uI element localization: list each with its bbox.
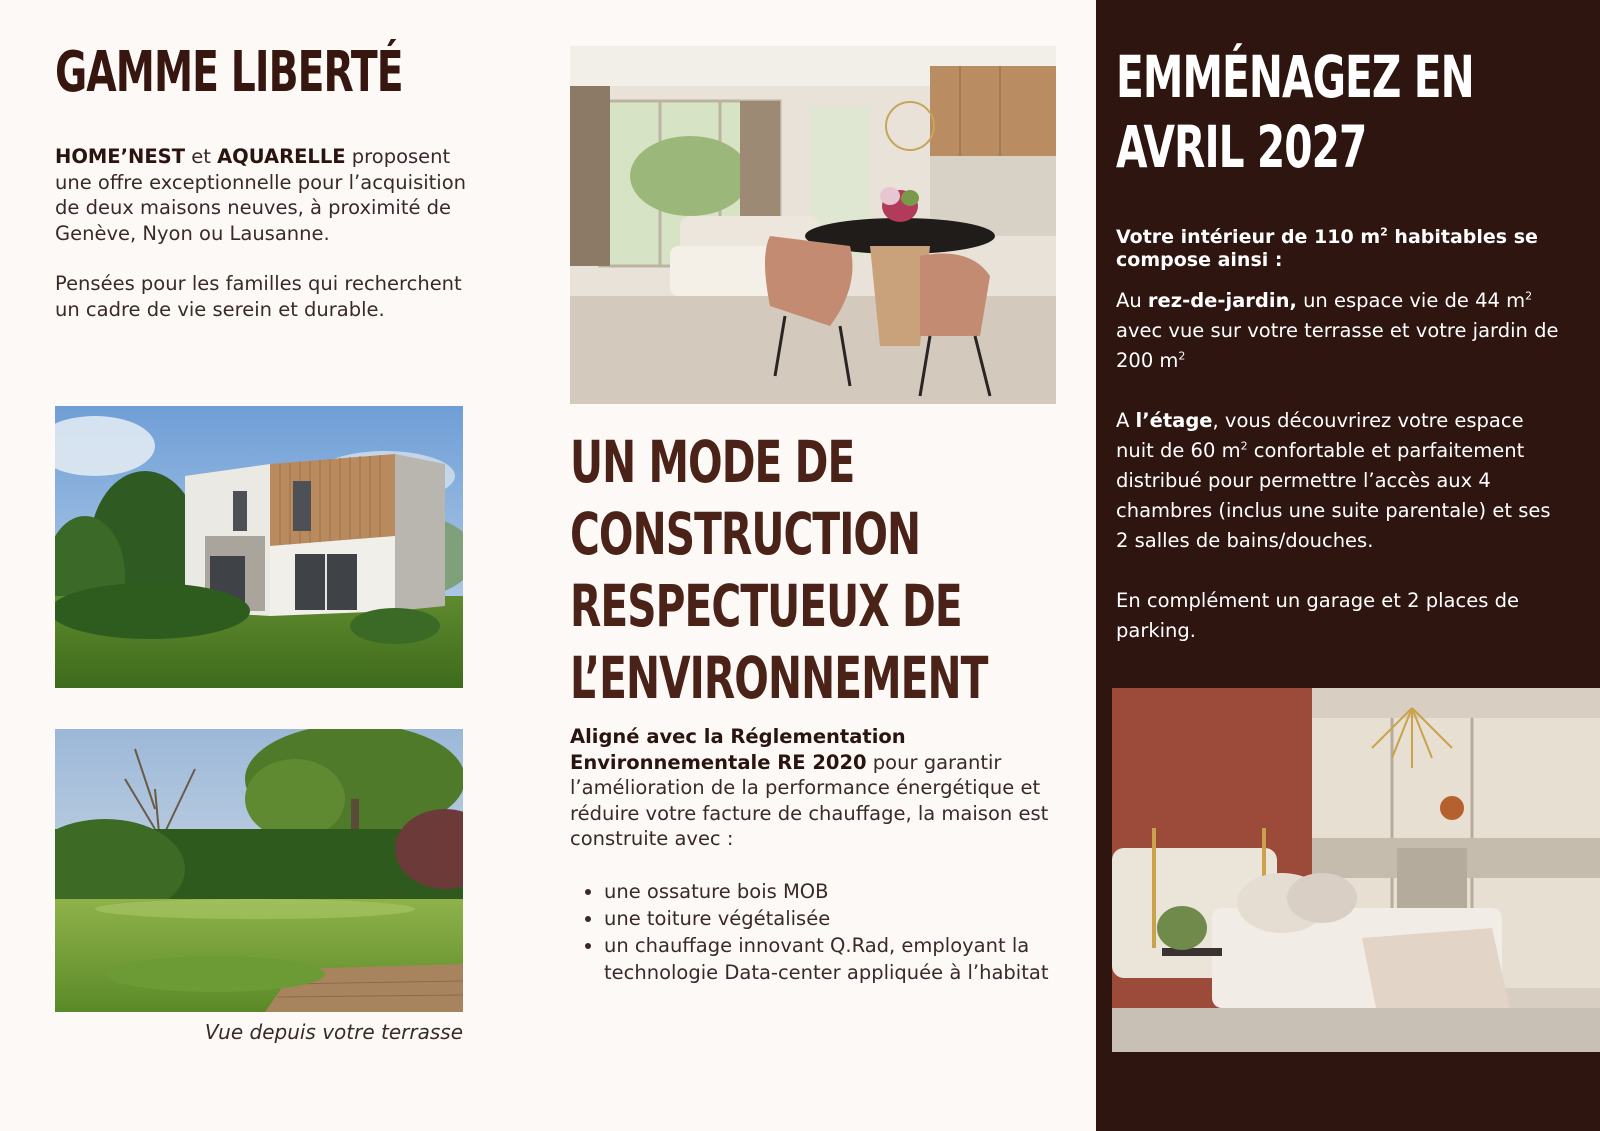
- list-item: • une toiture végétalisée: [604, 905, 1060, 932]
- brand-aquarelle: AQUARELLE: [217, 145, 346, 168]
- lead-part-a: Votre intérieur de 110 m: [1116, 226, 1381, 248]
- p1-bold: rez-de-jardin,: [1147, 289, 1297, 312]
- title-line-2: CONSTRUCTION: [570, 500, 921, 568]
- sup: 2: [1525, 289, 1533, 303]
- title-line-4: L’ENVIRONNEMENT: [570, 644, 988, 712]
- sup: 2: [1380, 225, 1388, 239]
- p1-b: un espace vie de 44 m: [1296, 289, 1526, 312]
- interior-description: [1116, 226, 1561, 676]
- bedroom-image: [1112, 688, 1600, 1052]
- right-panel: [1096, 0, 1600, 1131]
- p2-bold: l’étage: [1135, 409, 1213, 432]
- intro-paragraph-2: Pensées pour les familles qui recherchent un cadre de vie serein et durable.: [55, 272, 462, 321]
- construction-text: [570, 724, 1060, 986]
- p2-c: confortable et parfaitement distribué pour permettre l’accès aux 4 chambres (inclus une suite parentale) et ses 2 salles de bains/douches.: [1116, 439, 1551, 552]
- re2020-bold: Aligné avec la Réglementation Environnementale RE 2020: [570, 725, 906, 774]
- garden-caption: Vue depuis votre terrasse: [204, 1020, 463, 1044]
- middle-column: [570, 0, 1070, 1131]
- intro-conj: et: [185, 145, 218, 168]
- p2-a: A: [1116, 409, 1136, 432]
- brand-homenest: HOME’NEST: [55, 145, 186, 168]
- construction-paragraph: [570, 724, 1060, 852]
- title-line-1: EMMÉNAGEZ EN: [1116, 43, 1474, 111]
- title-gamme-liberte: GAMME LIBERTÉ: [55, 40, 403, 105]
- lead-part-b: habitables se compose ainsi :: [1116, 226, 1538, 271]
- garage-paragraph: En complément un garage et 2 places de parking.: [1116, 589, 1519, 642]
- p2-b: , vous découvrirez votre espace nuit de 60 m: [1116, 409, 1524, 462]
- list-item: • un chauffage innovant Q.Rad, employant la technologie Data-center appliquée à l’habitat: [604, 932, 1060, 986]
- intro-text: [55, 144, 475, 322]
- upstairs-paragraph: [1116, 406, 1561, 556]
- living-room-image: [570, 46, 1056, 404]
- title-construction: [570, 426, 987, 714]
- p1-a: Au: [1116, 289, 1148, 312]
- list-item: • une ossature bois MOB: [604, 878, 1060, 905]
- garden-image: [55, 729, 463, 1012]
- intro-sentence: proposent une offre exceptionnelle pour l’acquisition de deux maisons neuves, à proximité de Genève, Nyon ou Lausanne.: [55, 145, 467, 245]
- sup: 2: [1240, 439, 1248, 453]
- construction-list: [570, 878, 1060, 986]
- construction-sentence: pour garantir l’amélioration de la performance énergétique et réduire votre facture de chauffage, la maison est construite avec :: [570, 750, 1049, 850]
- ground-floor-paragraph: [1116, 286, 1561, 376]
- intro-paragraph-1: [55, 144, 475, 246]
- left-column: [55, 0, 465, 1131]
- title-line-3: RESPECTUEUX DE: [570, 572, 962, 640]
- title-line-1: UN MODE DE: [570, 428, 855, 496]
- title-emmenagez: [1116, 42, 1474, 182]
- house-exterior-image: [55, 406, 463, 688]
- title-line-2: AVRIL 2027: [1116, 113, 1367, 181]
- sup: 2: [1178, 349, 1186, 363]
- p1-c: avec vue sur votre terrasse et votre jardin de 200 m: [1116, 319, 1559, 372]
- interior-lead: [1116, 226, 1561, 272]
